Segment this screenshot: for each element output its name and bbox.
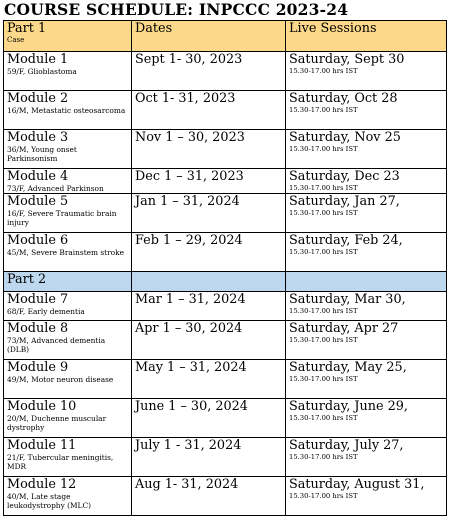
part2-empty-cell [286,272,447,292]
session-cell [286,477,447,516]
session-cell [286,399,447,438]
dates-cell [132,130,286,169]
dates-cell [132,91,286,130]
module-name: Module 7 [7,292,69,307]
session-time: 15.30-17.00 hrs IST [289,106,358,114]
module-dates: Nov 1 – 30, 2023 [135,130,245,145]
module-name: Module 11 [7,438,77,453]
session-time: 15.30-17.00 hrs IST [289,453,358,461]
session-cell [286,52,447,91]
case-description: 68/F, Early dementia [7,307,85,316]
module-name: Module 1 [7,52,69,67]
module-dates: Dec 1 – 31, 2023 [135,169,244,184]
session-time: 15.30-17.00 hrs IST [289,307,358,315]
session-date: Saturday, Sept 30 [289,52,405,67]
module-name: Module 12 [7,477,77,492]
schedule-table [3,20,447,516]
module-name: Module 8 [7,321,69,336]
session-cell [286,130,447,169]
module-name: Module 2 [7,91,69,106]
dates-cell [132,438,286,477]
module-dates: July 1 - 31, 2024 [135,438,242,453]
session-cell [286,91,447,130]
module-cell [4,52,132,91]
session-time: 15.30-17.00 hrs IST [289,184,358,192]
dates-cell [132,360,286,399]
table-row [4,399,447,438]
session-cell [286,292,447,321]
case-description: 21/F, Tubercular meningitis, MDR [7,453,114,471]
module-dates: Apr 1 – 30, 2024 [135,321,243,336]
table-row [4,233,447,272]
module-name: Module 5 [7,194,69,209]
table-row [4,91,447,130]
case-description: 36/M, Young onset Parkinsonism [7,145,77,163]
case-description: 73/F, Advanced Parkinson [7,184,104,193]
case-description: 16/F, Severe Traumatic brain injury [7,209,117,227]
module-cell [4,360,132,399]
session-cell [286,438,447,477]
module-cell [4,130,132,169]
module-name: Module 3 [7,130,69,145]
page-title: COURSE SCHEDULE: INPCCC 2023-24 [4,0,349,19]
header-dates-cell [132,21,286,52]
table-row [4,438,447,477]
module-cell [4,292,132,321]
header-part1-cell [4,21,132,52]
header-sessions-cell [286,21,447,52]
header-row [4,21,447,52]
module-cell [4,91,132,130]
module-cell [4,169,132,194]
module-dates: June 1 – 30, 2024 [135,399,248,414]
module-dates: Oct 1- 31, 2023 [135,91,236,106]
session-time: 15.30-17.00 hrs IST [289,375,358,383]
session-time: 15.30-17.00 hrs IST [289,336,358,344]
session-time: 15.30-17.00 hrs IST [289,492,358,500]
header-dates-label: Dates [135,21,173,36]
header-case-label: Case [7,36,25,44]
dates-cell [132,321,286,360]
case-description: 73/M, Advanced dementia (DLB) [7,336,106,354]
module-name: Module 4 [7,169,69,184]
session-cell [286,233,447,272]
case-description: 45/M, Severe Brainstem stroke [7,248,124,257]
case-description: 16/M, Metastatic osteosarcoma [7,106,126,115]
table-row [4,130,447,169]
module-name: Module 10 [7,399,77,414]
table-row [4,360,447,399]
table-row [4,169,447,194]
header-sessions-label: Live Sessions [289,21,377,36]
table-row [4,52,447,91]
module-cell [4,233,132,272]
session-date: Saturday, Mar 30, [289,292,406,307]
dates-cell [132,52,286,91]
module-dates: Mar 1 – 31, 2024 [135,292,246,307]
module-dates: Sept 1- 30, 2023 [135,52,243,67]
header-part1-label: Part 1 [7,21,47,36]
case-description: 59/F, Glioblastoma [7,67,77,76]
section-row-part2 [4,272,447,292]
dates-cell [132,477,286,516]
dates-cell [132,233,286,272]
dates-cell [132,399,286,438]
case-description: 20/M, Duchenne muscular dystrophy [7,414,107,432]
part2-cell [4,272,132,292]
session-time: 15.30-17.00 hrs IST [289,209,358,217]
table-row [4,321,447,360]
session-date: Saturday, July 27, [289,438,404,453]
session-date: Saturday, Jan 27, [289,194,400,209]
session-time: 15.30-17.00 hrs IST [289,414,358,422]
module-cell [4,438,132,477]
module-dates: Aug 1- 31, 2024 [135,477,239,492]
session-date: Saturday, Dec 23 [289,169,400,184]
session-date: Saturday, June 29, [289,399,408,414]
case-description: 49/M, Motor neuron disease [7,375,114,384]
session-cell [286,360,447,399]
session-date: Saturday, Nov 25 [289,130,401,145]
session-time: 15.30-17.00 hrs IST [289,248,358,256]
dates-cell [132,169,286,194]
session-cell [286,321,447,360]
module-name: Module 9 [7,360,69,375]
table-row [4,292,447,321]
dates-cell [132,194,286,233]
session-date: Saturday, Feb 24, [289,233,403,248]
table-row [4,194,447,233]
module-name: Module 6 [7,233,69,248]
session-date: Saturday, May 25, [289,360,407,375]
session-date: Saturday, Apr 27 [289,321,399,336]
module-cell [4,194,132,233]
module-dates: May 1 – 31, 2024 [135,360,247,375]
session-date: Saturday, August 31, [289,477,425,492]
case-description: 40/M, Late stage leukodystrophy (MLC) [7,492,91,510]
table-row [4,477,447,516]
dates-cell [132,292,286,321]
session-time: 15.30-17.00 hrs IST [289,145,358,153]
module-dates: Feb 1 – 29, 2024 [135,233,243,248]
part2-label: Part 2 [7,272,47,287]
session-cell [286,169,447,194]
part2-empty-cell [132,272,286,292]
session-time: 15.30-17.00 hrs IST [289,67,358,75]
module-cell [4,477,132,516]
module-cell [4,399,132,438]
session-cell [286,194,447,233]
module-cell [4,321,132,360]
session-date: Saturday, Oct 28 [289,91,398,106]
module-dates: Jan 1 – 31, 2024 [135,194,240,209]
